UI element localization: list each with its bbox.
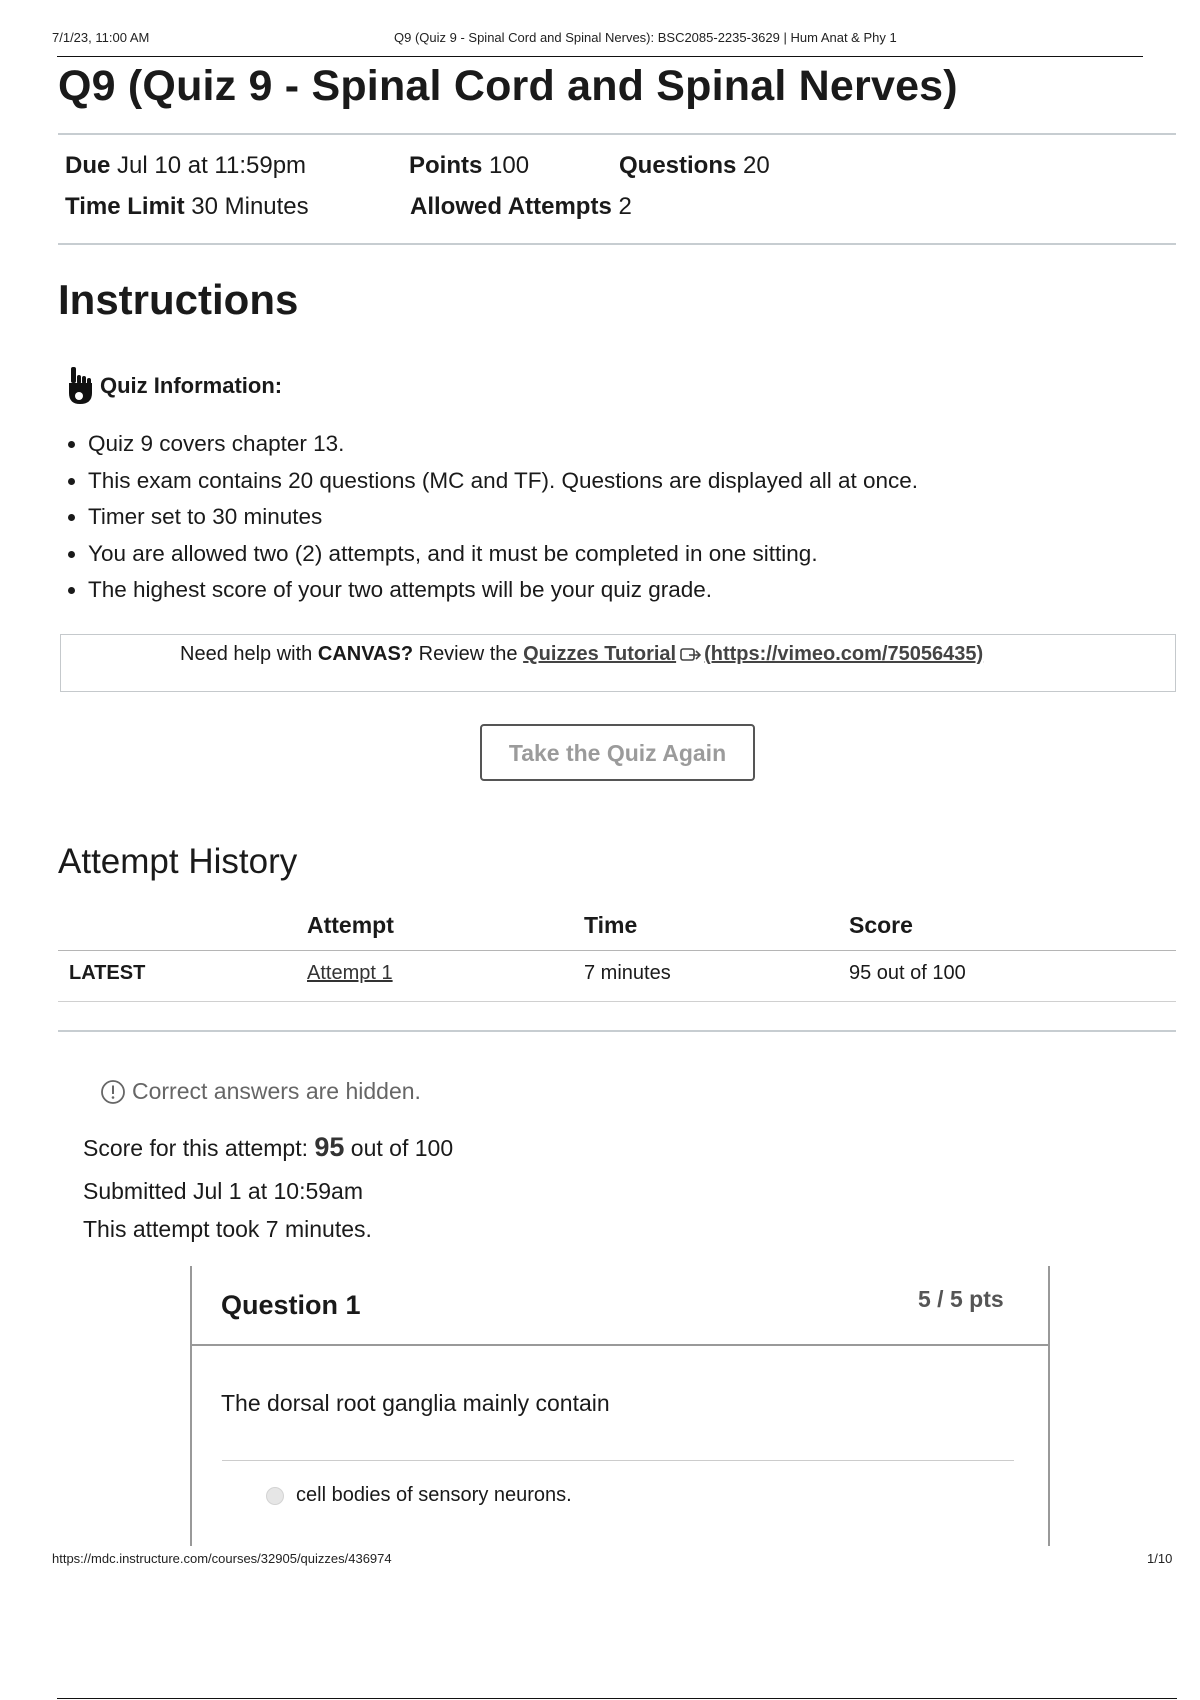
points-label: Points (409, 152, 483, 179)
score-suffix: out of 100 (344, 1135, 454, 1161)
page-title: Q9 (Quiz 9 - Spinal Cord and Spinal Nerves) (58, 62, 958, 110)
hidden-note-text: Correct answers are hidden. (132, 1078, 421, 1104)
column-header-score: Score (849, 912, 913, 938)
header-rule (57, 56, 1143, 57)
latest-badge: LATEST (69, 962, 146, 984)
attempt-history-heading: Attempt History (58, 842, 298, 881)
questions-count (619, 152, 770, 180)
quiz-info-label: Quiz Information: (100, 373, 283, 398)
take-quiz-again-button[interactable]: Take the Quiz Again (480, 724, 755, 781)
question-header-divider (190, 1344, 1048, 1346)
column-header-time: Time (584, 912, 638, 938)
table-row-rule (58, 1001, 1176, 1002)
question-text: The dorsal root ganglia mainly contain (221, 1390, 610, 1416)
next-page-rule (57, 1698, 1177, 1699)
column-header-attempt: Attempt (307, 912, 394, 938)
help-middle: Review the (413, 643, 524, 665)
instructions-list (64, 426, 918, 609)
list-item: • Quiz 9 covers chapter 13. (88, 426, 918, 463)
print-date: 7/1/23, 11:00 AM (52, 30, 150, 45)
attempt-score: 95 out of 100 (849, 962, 966, 984)
title-divider (58, 133, 1176, 135)
instructions-heading: Instructions (58, 276, 299, 323)
time-limit-label: Time Limit (65, 193, 185, 220)
time-limit-value: 30 Minutes (191, 193, 309, 220)
section-divider (58, 1030, 1176, 1032)
radio-button (266, 1487, 284, 1505)
score-value: 95 (314, 1132, 345, 1162)
question-answer-divider (222, 1460, 1014, 1461)
attempt-time: 7 minutes (584, 962, 671, 984)
answer-text: cell bodies of sensory neurons. (296, 1484, 572, 1506)
print-footer-url: https://mdc.instructure.com/courses/32905/quizzes/436974 (52, 1551, 392, 1566)
answer-option (266, 1484, 572, 1507)
print-doc-title: Q9 (Quiz 9 - Spinal Cord and Spinal Nerves): BSC2085-2235-3629 | Hum Anat & Phy 1 (394, 30, 897, 45)
warning-icon (100, 1079, 126, 1105)
question-points: 5 / 5 pts (918, 1286, 1004, 1312)
hand-point-icon (66, 366, 94, 406)
due-value: Jul 10 at 11:59pm (117, 152, 307, 179)
allowed-attempts (410, 193, 632, 221)
correct-answers-hidden-note (100, 1078, 421, 1105)
help-prefix: Need help with (180, 643, 318, 665)
questions-label: Questions (619, 152, 737, 179)
print-header (52, 30, 1148, 50)
table-header-rule (58, 950, 1176, 951)
submitted-time: Submitted Jul 1 at 10:59am (83, 1178, 363, 1204)
attempt-1-link[interactable]: Attempt 1 (307, 962, 393, 984)
time-limit (65, 193, 309, 221)
canvas-help-text (180, 643, 983, 668)
question-title: Question 1 (221, 1290, 361, 1320)
list-item: • The highest score of your two attempts will be your quiz grade. (88, 572, 918, 609)
attempt-duration: This attempt took 7 minutes. (83, 1216, 372, 1242)
print-page-number: 1/10 (1147, 1551, 1173, 1566)
points-value: 100 (489, 152, 530, 179)
due-label: Due (65, 152, 111, 179)
quiz-info-title (66, 366, 282, 406)
attempts-label: Allowed Attempts (410, 193, 612, 220)
due-date (65, 152, 306, 180)
score-prefix: Score for this attempt: (83, 1135, 315, 1161)
meta-divider (58, 243, 1176, 245)
quizzes-tutorial-link[interactable]: Quizzes Tutorial (523, 643, 677, 665)
external-link-icon (680, 645, 702, 668)
list-item: • Timer set to 30 minutes (88, 499, 918, 536)
help-canvas: CANVAS? (317, 643, 414, 665)
tutorial-url-link[interactable]: (https://vimeo.com/75056435) (704, 643, 984, 665)
attempts-value: 2 (618, 193, 632, 220)
list-item: • This exam contains 20 questions (MC and TF). Questions are displayed all at once. (88, 463, 918, 500)
list-item: • You are allowed two (2) attempts, and it must be completed in one sitting. (88, 536, 918, 573)
attempt-score-line (83, 1132, 453, 1163)
canvas-help-box (60, 634, 1176, 692)
points (409, 152, 529, 180)
questions-value: 20 (743, 152, 770, 179)
